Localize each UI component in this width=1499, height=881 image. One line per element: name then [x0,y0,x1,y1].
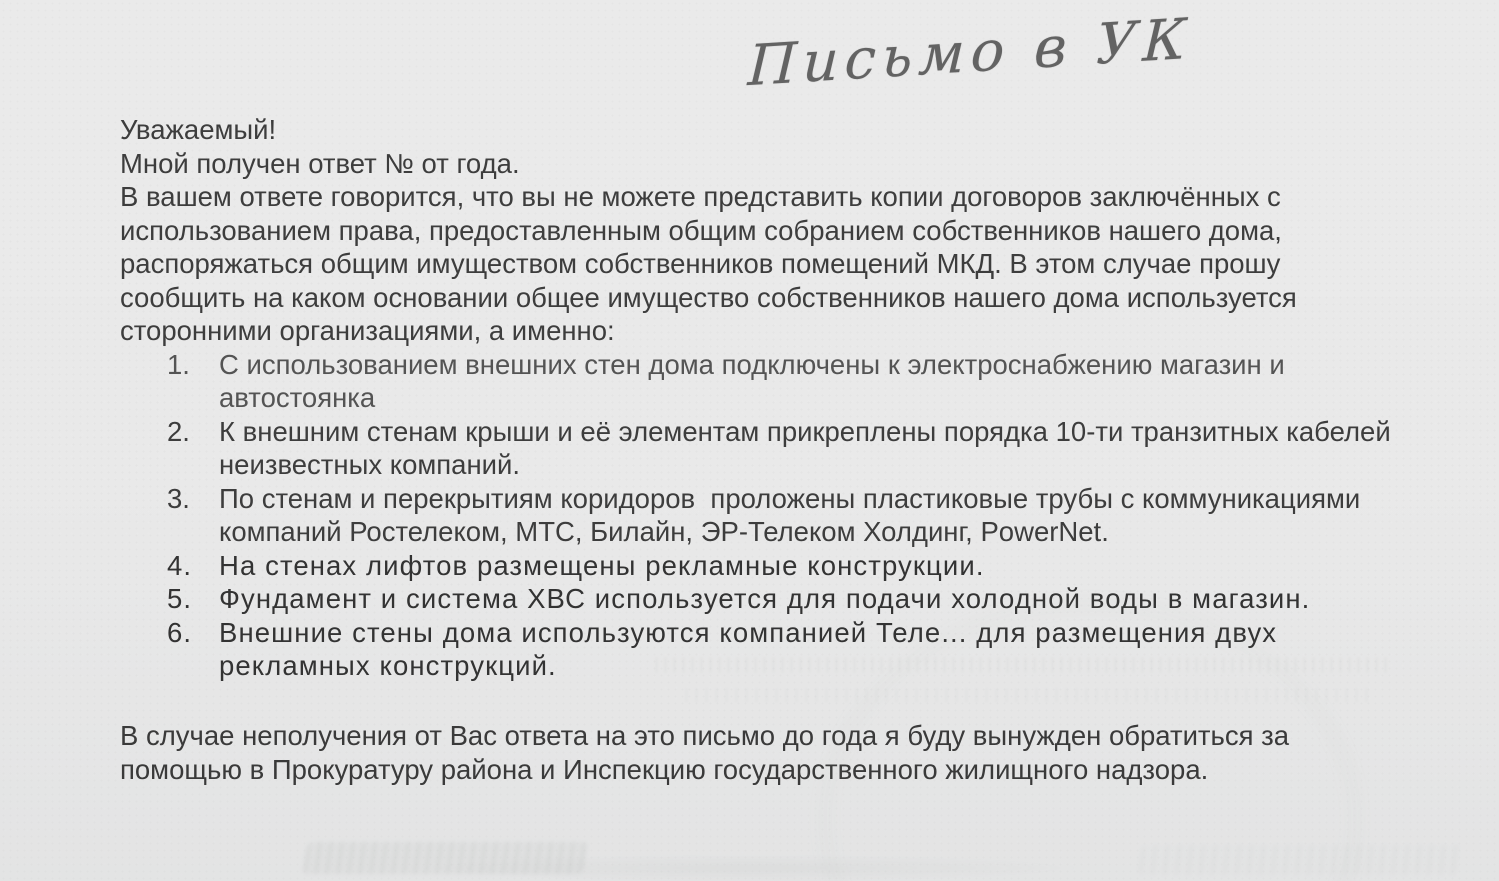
list-item-4 [120,549,1391,583]
numbered-list [120,348,1391,683]
list-item-5 [120,582,1391,616]
intro-paragraph [120,180,1391,348]
list-item-number: 3. [167,482,190,514]
list-item-2 [120,415,1391,482]
closing-paragraph [120,719,1289,786]
list-item-line: неизвестных компаний. [219,449,521,480]
list-item-line: Фундамент и система ХВС используется для подачи холодной воды в магазин. [219,583,1311,614]
salutation-line: Уважаемый! [120,114,277,145]
list-item-1 [120,348,1391,415]
intro-line: В вашем ответе говорится, что вы не можете представить копии договоров заключённых с [120,181,1281,212]
list-item-number: 2. [167,415,190,447]
intro-line: использованием права, предоставленным общим собранием собственников нашего дома, [120,214,1282,246]
list-item-line: К внешним стенам крыши и её элементам прикреплены порядка 10-ти транзитных кабелей [219,415,1391,447]
list-item-number: 1. [167,348,190,380]
ghost-signature-artifact [1138,845,1462,875]
ghost-smudge-artifact [400,855,1100,881]
list-item-number: 6. [167,616,193,648]
list-item-number: 5. [167,583,193,614]
handwritten-note: Письмо в УК [746,6,1194,100]
list-item-line: автостоянка [219,382,376,413]
list-item-number: 4. [167,549,193,581]
opening-line: Мной получен ответ № от года. [120,147,520,179]
list-item-6 [120,616,1391,683]
list-item-3 [120,482,1391,549]
list-item-line: На стенах лифтов размещены рекламные конструкции. [219,549,985,581]
letter-body [120,113,1391,683]
intro-line: распоряжаться общим имуществом собственников помещений МКД. В этом случае прошу [120,248,1281,279]
list-item-line: С использованием внешних стен дома подключены к электроснабжению магазин и [219,348,1285,380]
list-item-line: Внешние стены дома используются компанией Теле... для размещения двух [219,616,1278,648]
ghost-text-artifact [685,688,1375,702]
list-item-line: компаний Ростелеком, МТС, Билайн, ЭР-Телеком Холдинг, PowerNet. [219,516,1109,547]
list-item-line: рекламных конструкций. [219,650,557,681]
closing-line: В случае неполучения от Вас ответа на это письмо до года я буду вынужден обратиться за [120,720,1290,751]
closing-line: помощью в Прокуратуру района и Инспекцию государственного жилищного надзора. [120,753,1209,785]
intro-line: сообщить на каком основании общее имущество собственников нашего дома используется [120,281,1297,313]
intro-line: сторонними организациями, а именно: [120,315,615,346]
ghost-signature-artifact [302,842,588,874]
list-item-line: По стенам и перекрытиям коридоров проложены пластиковые трубы с коммуникациями [219,482,1361,514]
